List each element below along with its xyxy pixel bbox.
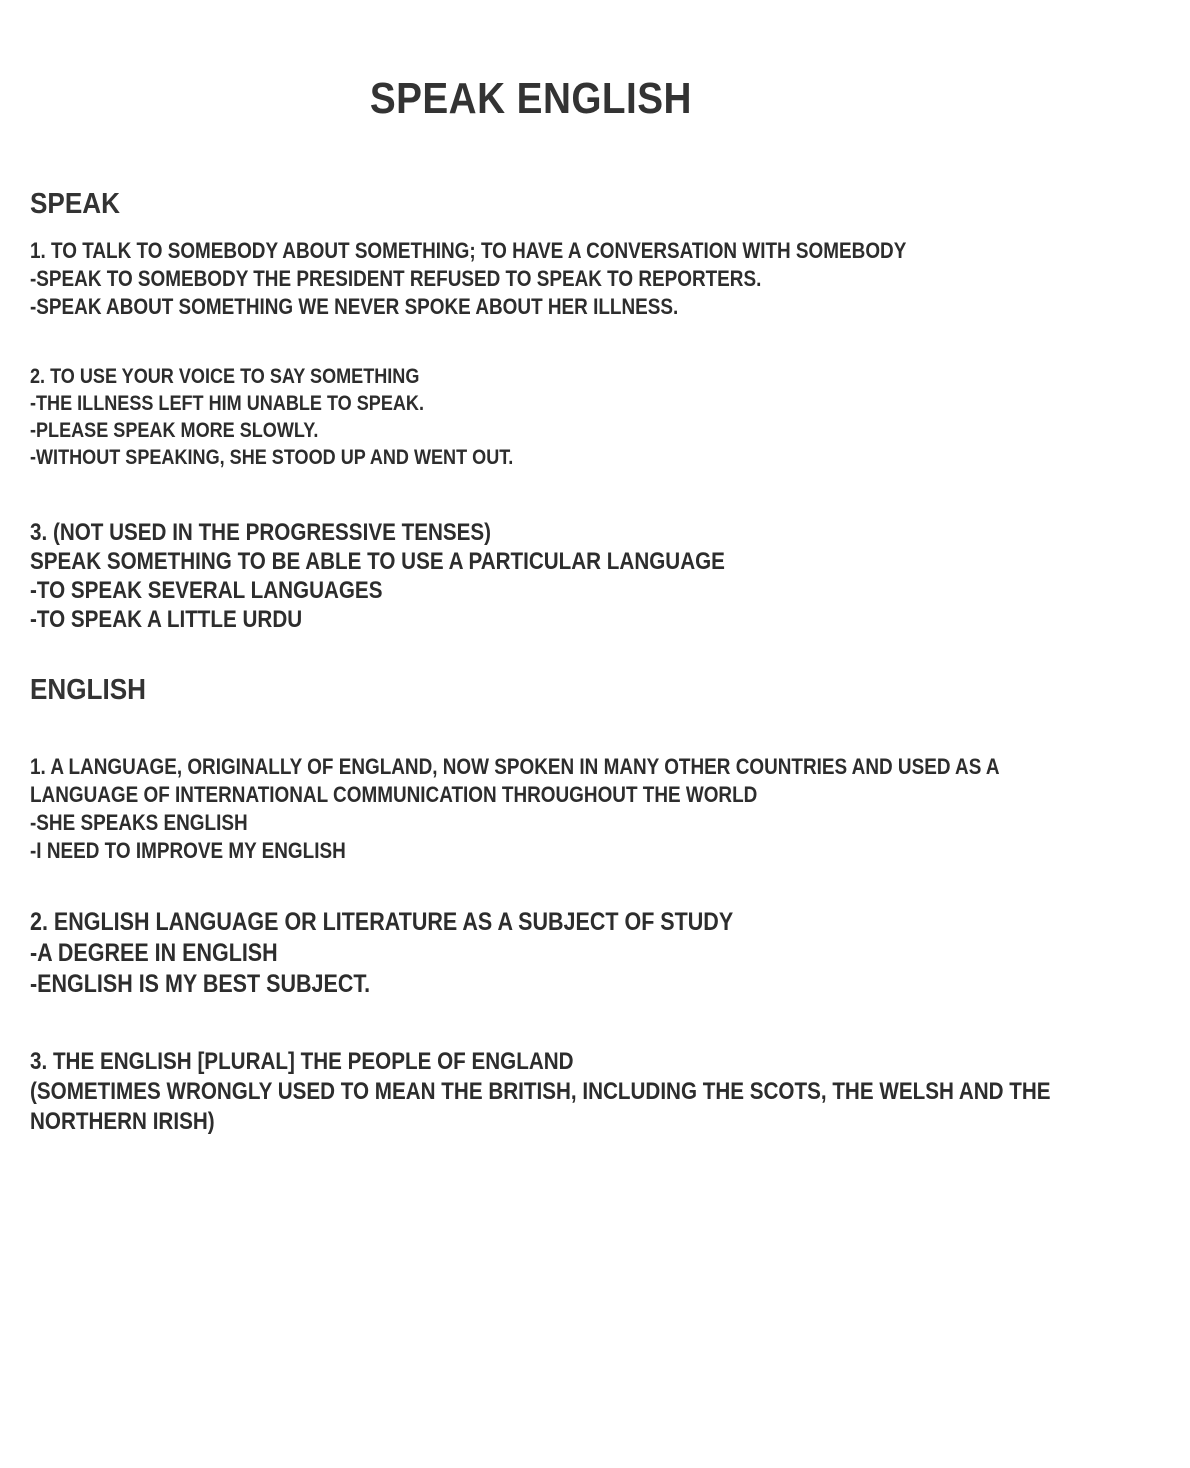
english-entry-3	[30, 1047, 1051, 1137]
entry-line: -SPEAK ABOUT SOMETHING WE NEVER SPOKE ABOUT HER ILLNESS.	[30, 294, 679, 319]
page-title: SPEAK ENGLISH	[369, 74, 692, 123]
entry-line: 1. TO TALK TO SOMEBODY ABOUT SOMETHING; TO HAVE A CONVERSATION WITH SOMEBODY	[30, 238, 907, 263]
entry-line: 2. ENGLISH LANGUAGE OR LITERATURE AS A SUBJECT OF STUDY	[30, 908, 734, 936]
entry-line: -THE ILLNESS LEFT HIM UNABLE TO SPEAK.	[30, 392, 424, 415]
entry-line: -ENGLISH IS MY BEST SUBJECT.	[30, 970, 371, 998]
speak-entry-2	[30, 363, 513, 471]
entry-line: -TO SPEAK SEVERAL LANGUAGES	[30, 577, 383, 604]
speak-entry-1	[30, 237, 906, 321]
entry-line: 3. (NOT USED IN THE PROGRESSIVE TENSES)	[30, 519, 492, 546]
entry-line: SPEAK SOMETHING TO BE ABLE TO USE A PARTICULAR LANGUAGE	[30, 548, 725, 575]
entry-line: -I NEED TO IMPROVE MY ENGLISH	[30, 838, 346, 863]
entry-line: -PLEASE SPEAK MORE SLOWLY.	[30, 419, 319, 442]
entry-line: 3. THE ENGLISH [PLURAL] THE PEOPLE OF ENGLAND	[30, 1048, 574, 1075]
entry-line: -A DEGREE IN ENGLISH	[30, 939, 278, 967]
entry-line: 2. TO USE YOUR VOICE TO SAY SOMETHING	[30, 365, 420, 388]
speak-entry-3	[30, 518, 725, 634]
entry-line: -SPEAK TO SOMEBODY THE PRESIDENT REFUSED TO SPEAK TO REPORTERS.	[30, 266, 762, 291]
section-heading-speak: SPEAK	[30, 188, 120, 220]
entry-line: -SHE SPEAKS ENGLISH	[30, 810, 248, 835]
entry-line: 1. A LANGUAGE, ORIGINALLY OF ENGLAND, NOW SPOKEN IN MANY OTHER COUNTRIES AND USED AS A	[30, 754, 1000, 779]
english-entry-1	[30, 753, 1000, 865]
entry-line: -WITHOUT SPEAKING, SHE STOOD UP AND WENT OUT.	[30, 446, 514, 469]
entry-line: -TO SPEAK A LITTLE URDU	[30, 606, 303, 633]
section-heading-english: ENGLISH	[30, 674, 147, 706]
entry-line: NORTHERN IRISH)	[30, 1108, 215, 1135]
english-entry-2	[30, 907, 733, 1000]
entry-line: LANGUAGE OF INTERNATIONAL COMMUNICATION THROUGHOUT THE WORLD	[30, 782, 758, 807]
entry-line: (SOMETIMES WRONGLY USED TO MEAN THE BRITISH, INCLUDING THE SCOTS, THE WELSH AND THE	[30, 1078, 1051, 1105]
